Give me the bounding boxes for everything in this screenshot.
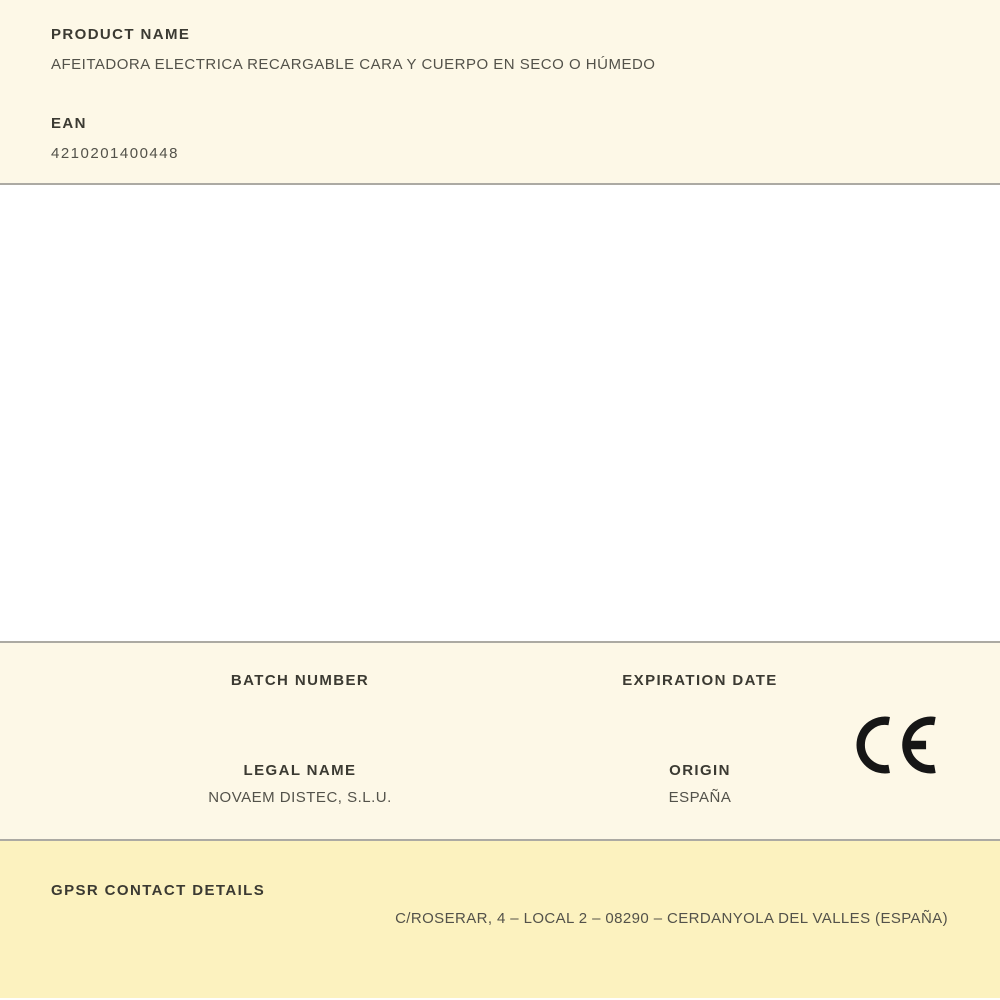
- legal-name-cell: [100, 762, 500, 808]
- empty-content-area: [0, 185, 1000, 643]
- batch-expiration-row: [100, 672, 900, 720]
- expiration-date-label: EXPIRATION DATE: [622, 672, 778, 689]
- legal-name-label: LEGAL NAME: [243, 762, 357, 779]
- gpsr-contact-section: [0, 841, 1000, 998]
- origin-label: ORIGIN: [669, 762, 731, 779]
- product-name-value: AFEITADORA ELECTRICA RECARGABLE CARA Y CUERPO EN SECO O HÚMEDO: [51, 56, 656, 73]
- batch-number-label: BATCH NUMBER: [230, 672, 370, 689]
- expiration-date-value: [500, 700, 900, 720]
- product-name-field: [51, 26, 949, 75]
- batch-number-value: [100, 700, 500, 720]
- legal-name-value: NOVAEM DISTEC, S.L.U.: [208, 789, 392, 806]
- batch-number-cell: [100, 672, 500, 720]
- batch-info-section: [0, 643, 1000, 841]
- ce-mark-icon: [857, 714, 941, 776]
- origin-cell: [500, 762, 900, 808]
- product-name-label: PRODUCT NAME: [51, 26, 191, 43]
- ean-field: [51, 115, 949, 164]
- origin-value: ESPAÑA: [668, 789, 732, 806]
- expiration-date-cell: [500, 672, 900, 720]
- gpsr-contact-label: GPSR CONTACT DETAILS: [51, 882, 266, 899]
- legal-origin-row: [100, 762, 900, 808]
- ean-value: 4210201400448: [51, 145, 179, 162]
- product-info-section: [0, 0, 1000, 185]
- gpsr-contact-address: C/ROSERAR, 4 – LOCAL 2 – 08290 – CERDANYOLA DEL VALLES (ESPAÑA): [395, 910, 948, 927]
- ean-label: EAN: [51, 115, 87, 132]
